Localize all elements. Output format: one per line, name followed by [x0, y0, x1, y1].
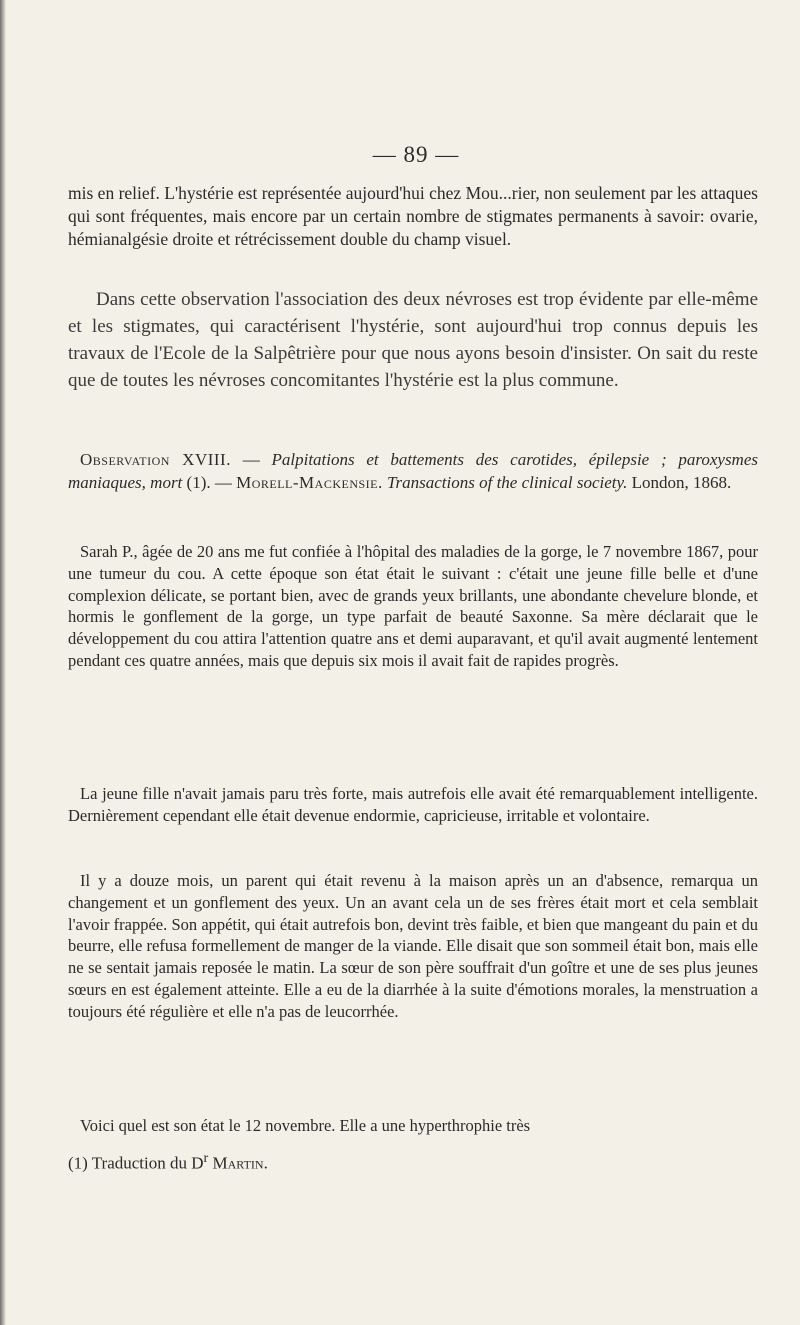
paragraph-patient-state: Voici quel est son état le 12 novembre. Elle a une hyperthrophie très: [80, 1116, 531, 1135]
binding-edge: [0, 0, 6, 1325]
paragraph-patient-symptoms: Il y a douze mois, un parent qui était revenu à la maison après un an d'absence, remarqua un changement et un gonflement des yeux. Un an avant cela un de ses frères était mort et cela semblait l'avoir frappée. Son appétit, qui était autrefois bon, devint très faible, et bien que mangeant du pain et du beurre, elle refusa formellement de manger de la viande. Elle disait que son sommeil était bon, mais elle ne se sentait jamais reposée le matin. La sœur de son père souffrait d'un goître et une de ses plus jeunes sœurs en est également atteinte. Elle a eu de la diarrhée à la suite d'émotions morales, la menstruation a toujours été régulière et elle n'a pas de leucorrhée.: [68, 871, 758, 1021]
footnote-name: Martin.: [208, 1153, 268, 1173]
footnote: [68, 1147, 758, 1175]
footnote-text: Traduction du D: [87, 1153, 204, 1173]
observation-title: Palpitations et battements des carotides, épilepsie ; paroxysmes maniaques, mort: [68, 450, 758, 492]
observation-note-ref: (1).: [182, 473, 211, 492]
observation-author-sep: —: [210, 473, 237, 492]
paragraph-patient-character: La jeune fille n'avait jamais paru très forte, mais autrefois elle avait été remarquablement intelligente. Dernièrement cependant elle était devenue endormie, capricieuse, irritable et volontaire.: [68, 784, 758, 825]
observation-place-date: London, 1868.: [627, 473, 732, 492]
page-number: — 89 —: [372, 142, 460, 167]
paragraph-association-neuroses: Dans cette observation l'association des deux névroses est trop évidente par elle-même et les stigmates, qui caractérisent l'hystérie, sont aujourd'hui trop connus depuis les travaux de l'Ecole de la Salpêtrière pour que nous ayons besoin d'insister. On sait du reste que de toutes les névroses concomitantes l'hystérie est la plus commune.: [68, 289, 758, 391]
observation-heading: [68, 448, 758, 494]
footnote-marker: (1): [68, 1153, 88, 1173]
observation-source: Transactions of the clinical society.: [387, 473, 628, 492]
observation-dash: —: [230, 450, 272, 469]
footnote-superscript: r: [203, 1150, 209, 1166]
book-page: [68, 0, 764, 1325]
paragraph-patient-history: Sarah P., âgée de 20 ans me fut confiée à l'hôpital des maladies de la gorge, le 7 novembre 1867, pour une tumeur du cou. A cette époque son état était le suivant : c'était une jeune fille belle et d'une complexion délicate, se portant bien, avec de grands yeux brillants, une abondante chevelure blonde, et hormis le gonflement de la gorge, un type parfait de beauté Saxonne. Sa mère déclarait que le développement du cou attira l'attention quatre ans et demi auparavant, et qu'il avait augmenté lentement pendant ces quatre années, mais que depuis six mois il avait fait de rapides progrès.: [68, 542, 758, 670]
observation-author: Morell-Mackensie.: [236, 473, 383, 492]
observation-label: Observation XVIII.: [80, 450, 231, 469]
paragraph-hysteria-stigmata: mis en relief. L'hystérie est représentée aujourd'hui chez Mou...rier, non seulement par les attaques qui sont fréquentes, mais encore par un certain nombre de stigmates permanents à savoir: ovarie, hémianalgésie droite et rétrécissement double du champ visuel.: [68, 183, 758, 249]
